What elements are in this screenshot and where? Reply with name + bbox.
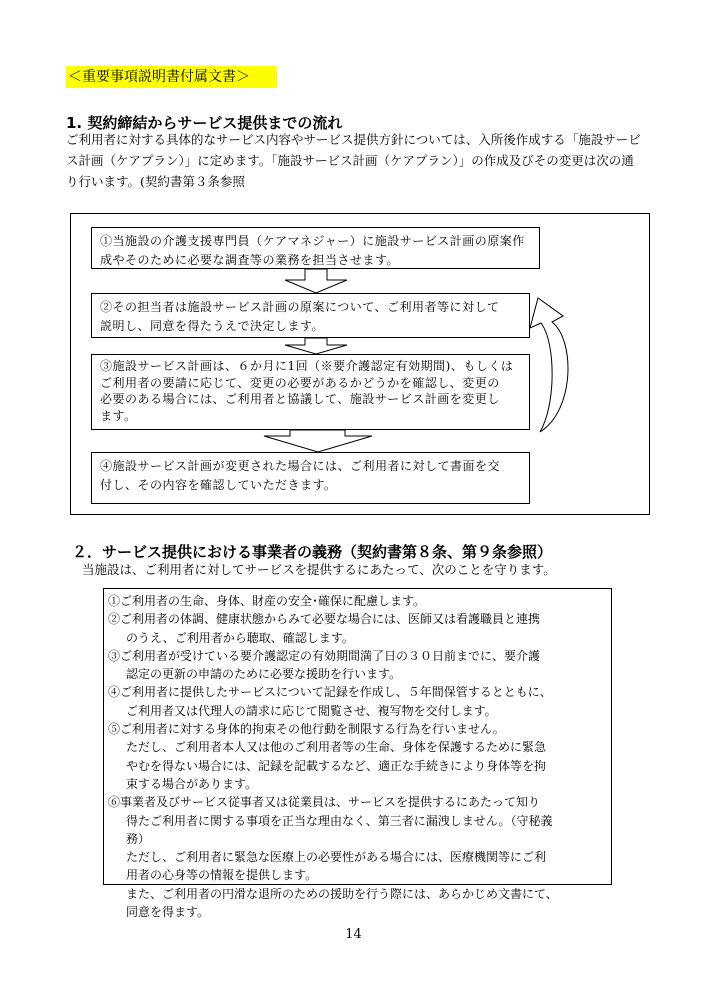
step-line: ④施設サービス計画が変更された場合には、ご利用者に対して書面を交 [100, 459, 501, 473]
item-line: ①ご利用者の生命、身体、財産の安全･確保に配慮します。 [108, 594, 426, 608]
down-arrow-icon [285, 338, 347, 354]
item-line: ⑤ご利用者に対する身体的拘束その他行動を制限する行為を行いません。 [108, 722, 505, 737]
item-line: ご利用者又は代理人の請求に応じて閲覧させ、複写物を交付します。 [126, 703, 497, 718]
obligation-item [108, 610, 605, 647]
obligation-item [108, 720, 605, 793]
item-line: 束する場合があります。 [126, 776, 258, 791]
item-line: 用者の心身等の情報を提供します。 [126, 868, 318, 883]
item-line: 認定の更新の申請のために必要な援助を行います。 [126, 667, 402, 682]
step-line: ③施設サービス計画は、６か月に1回（※要介護認定有効期間)、もしくは [100, 359, 514, 373]
item-line: ただし、ご利用者に緊急な医療上の必要性がある場合には、医療機関等にご利 [126, 850, 547, 865]
section2-intro: 当施設は、ご利用者に対してサービスを提供するにあたって、次のことを守ります。 [82, 562, 556, 577]
item-line: ⑥事業者及びサービス従事者又は従業員は、サービスを提供するにあたって知り [108, 795, 541, 810]
section1-heading: 1. 契約締結からサービス提供までの流れ [66, 114, 343, 132]
step-line: ご利用者の要請に応じて、変更の必要があるかどうかを確認し、変更の [100, 375, 500, 390]
item-line: 同意を得ます。 [126, 905, 210, 920]
item-line: やむを得ない場合には、記録を記載するなど、適正な手続きにより身体等を拘 [126, 758, 547, 773]
obligation-item [108, 793, 605, 921]
down-arrow-icon [264, 430, 372, 452]
step-line: ます。 [100, 408, 137, 423]
paragraph-line: り行います。(契約書第３条参照 [66, 174, 245, 189]
obligation-item [108, 683, 605, 720]
step-line: 付し、その内容を確認していただきます。 [100, 478, 337, 492]
item-line: 務） [126, 831, 151, 846]
item-line: ただし、ご利用者本人又は他のご利用者等の生命、身体を保護するために緊急 [126, 740, 547, 755]
header-label: ＜重要事項説明書付属文書＞ [66, 66, 277, 88]
section2-heading: ２．サービス提供における事業者の義務（契約書第８条、第９条参照） [72, 543, 553, 561]
paragraph-line: ご利用者に対する具体的なサービス内容やサービス提供方針については、入所後作成する「施設サービ [66, 132, 641, 147]
flow-step-2 [91, 293, 530, 338]
step-line: ①当施設の介護支援専門員（ケアマネジャー）に施設サービス計画の原案作 [100, 234, 525, 248]
item-line: ③ご利用者が受けている要介護認定の有効期間満了日の３０日前までに、要介護 [108, 648, 541, 663]
step-line: 必要のある場合には、ご利用者と協議して、施設サービス計画を変更し [100, 392, 500, 406]
down-arrow-icon [285, 269, 347, 293]
return-arrow-icon [530, 298, 568, 432]
step-line: ②その担当者は施設サービス計画の原案について、ご利用者等に対して [100, 300, 500, 314]
step-line: 説明し、同意を得たうえで決定します。 [100, 319, 325, 333]
flow-step-1 [91, 227, 540, 269]
obligations-box [103, 588, 612, 920]
flow-step-4 [91, 452, 530, 504]
obligation-item [108, 592, 605, 610]
item-line: また、ご利用者の円滑な退所のための援助を行う際には、あらかじめ文書にて、 [126, 886, 558, 901]
flow-step-3 [91, 354, 530, 430]
step-line: 成やそのために必要な調査等の業務を担当させます。 [100, 253, 400, 267]
paragraph-line: ス計画（ケアプラン）」に定めます。「施設サービス計画（ケアプラン）」の作成及びその変更は次の通 [66, 153, 634, 168]
item-line: ④ご利用者に提供したサービスについて記録を作成し、５年間保管するとともに、 [108, 685, 552, 700]
item-line: ②ご利用者の体調、健康状態からみて必要な場合には、医師又は看護職員と連携 [108, 612, 541, 627]
item-line: 得たご利用者に関する事項を正当な理由なく、第三者に漏洩しません。（守秘義 [126, 813, 553, 828]
obligation-item [108, 647, 605, 684]
item-line: のうえ、ご利用者から聴取、確認します。 [126, 630, 354, 645]
page-number: 14 [345, 927, 362, 942]
